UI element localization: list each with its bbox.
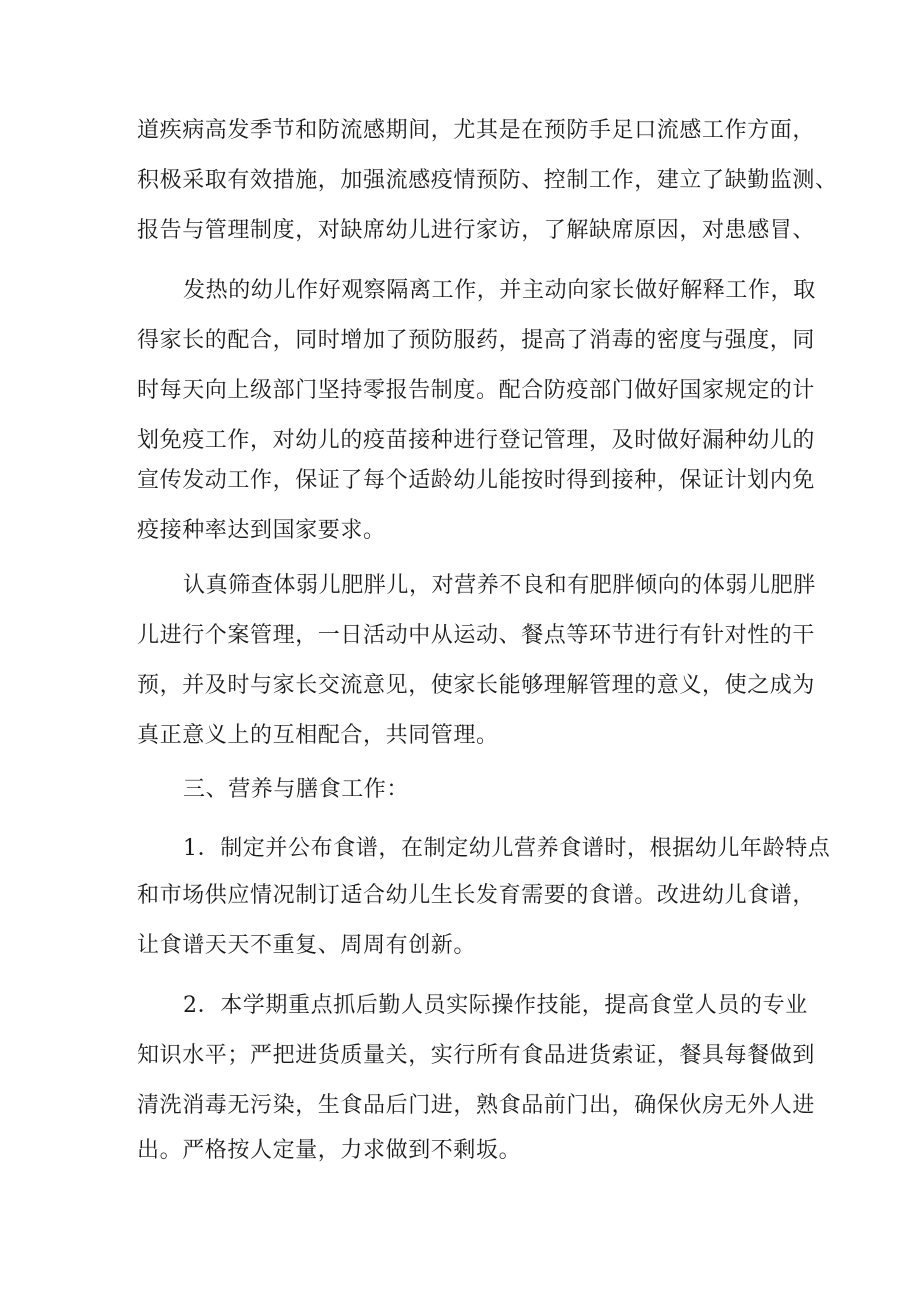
paragraph-3-line-2: 儿进行个案管理，一日活动中从运动、餐点等环节进行有针对性的干 [137, 623, 816, 648]
item-2-line-4: 出。严格按人定量，力求做到不剩坂。 [137, 1138, 522, 1163]
paragraph-2-line-1: 发热的幼儿作好观察隔离工作，并主动向家长做好解释工作，取 [183, 278, 816, 303]
item-1-line-3: 让食谱天天不重复、周周有创新。 [137, 933, 477, 958]
paragraph-2-line-2: 得家长的配合，同时增加了预防服药，提高了消毒的密度与强度，同 [137, 328, 816, 353]
paragraph-1-line-2: 积极采取有效措施，加强流感疫情预防、控制工作，建立了缺勤监测、 [137, 168, 838, 193]
paragraph-2-line-5: 宣传发动工作，保证了每个适龄幼儿能按时得到接种，保证计划内免 [137, 468, 816, 493]
paragraph-2-line-4: 划免疫工作，对幼儿的疫苗接种进行登记管理，及时做好漏种幼儿的 [137, 428, 816, 453]
item-1-line-1: 1．制定并公布食谱，在制定幼儿营养食谱时，根据幼儿年龄特点 [183, 836, 831, 861]
paragraph-2-line-3: 时每天向上级部门坚持零报告制度。配合防疫部门做好国家规定的计 [137, 378, 816, 403]
paragraph-3-line-4: 真正意义上的互相配合，共同管理。 [137, 723, 499, 748]
section-heading: 三、营养与膳食工作： [183, 777, 410, 802]
item-2-line-3: 清洗消毒无污染，生食品后门进，熟食品前门出，确保伙房无外人进 [137, 1093, 816, 1118]
item-2-line-2: 知识水平；严把进货质量关，实行所有食品进货索证，餐具每餐做到 [137, 1043, 816, 1068]
item-2-line-1: 2．本学期重点抓后勤人员实际操作技能，提高食堂人员的专业 [183, 993, 808, 1018]
paragraph-1-line-3: 报告与管理制度，对缺席幼儿进行家访，了解缺席原因，对患感冒、 [137, 218, 816, 243]
item-1-line-2: 和市场供应情况制订适合幼儿生长发育需要的食谱。改进幼儿食谱， [137, 883, 816, 908]
paragraph-3-line-1: 认真筛查体弱儿肥胖儿，对营养不良和有肥胖倾向的体弱儿肥胖 [183, 573, 816, 598]
paragraph-1-line-1: 道疾病高发季节和防流感期间，尤其是在预防手足口流感工作方面， [137, 118, 816, 143]
paragraph-2-line-6: 疫接种率达到国家要求。 [137, 518, 386, 543]
paragraph-3-line-3: 预，并及时与家长交流意见，使家长能够理解管理的意义，使之成为 [137, 673, 816, 698]
